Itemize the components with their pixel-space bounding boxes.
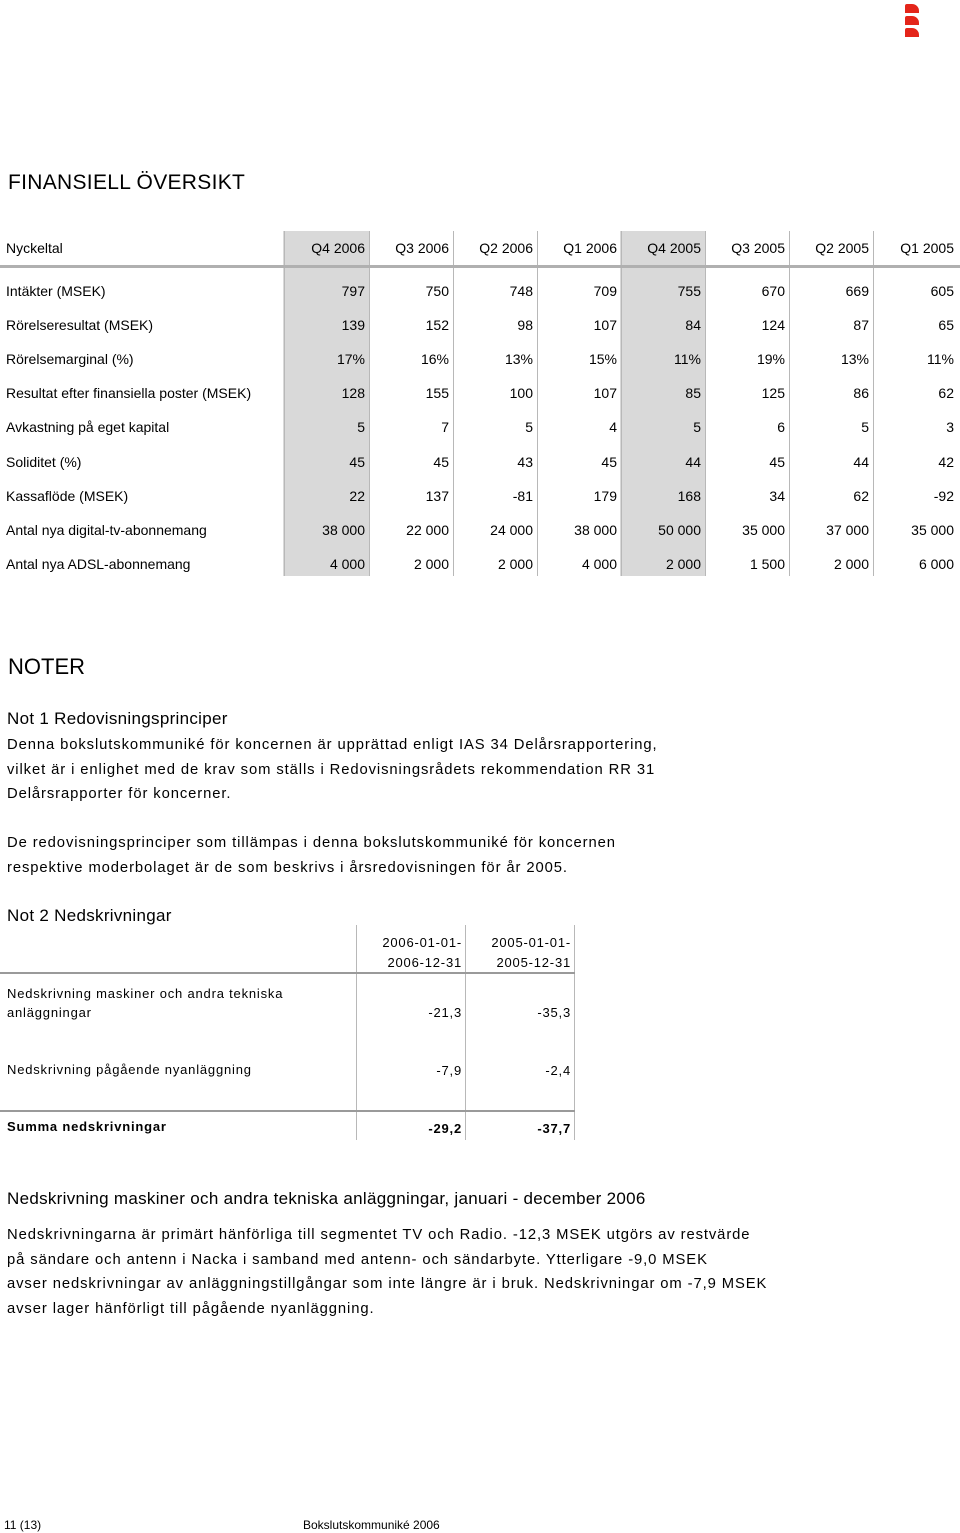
table-cell: 45 (433, 453, 449, 470)
company-logo (905, 4, 919, 38)
table-cell: 38 000 (322, 521, 365, 538)
table-cell: 38 000 (574, 521, 617, 538)
table-cell: 22 000 (406, 521, 449, 538)
table-cell: 5 (525, 419, 533, 436)
total-value: -37,7 (537, 1121, 571, 1136)
table-cell: 797 (341, 283, 365, 299)
table-cell: 6 (777, 419, 785, 436)
key-figures-table (0, 231, 960, 576)
row-label: Antal nya ADSL-abonnemang (6, 555, 191, 572)
table-cell: 755 (677, 283, 701, 299)
table-cell: 43 (517, 453, 533, 470)
table-cell: 128 (341, 385, 365, 402)
row-value: -35,3 (537, 1005, 571, 1020)
table-cell: 179 (593, 487, 617, 504)
column-header: Q3 2006 (395, 240, 449, 256)
total-label: Summa nedskrivningar (7, 1119, 167, 1134)
column-header: Q4 2005 (647, 240, 701, 256)
note1-paragraph-2: De redovisningsprinciper som tillämpas i denna bokslutskommuniké för koncernen respektive moderbolaget är de som beskrivs i årsredovisningen för år 2005. (7, 835, 616, 876)
column-header-2006: 2006-01-01- 2006-12-31 (382, 935, 462, 970)
column-header: Q2 2006 (479, 240, 533, 256)
row-label: Rörelsemarginal (%) (6, 351, 134, 368)
table-cell: 16% (420, 351, 449, 368)
row-label: Antal nya digital-tv-abonnemang (6, 521, 207, 538)
table-cell: 19% (756, 351, 785, 368)
row-label: Avkastning på eget kapital (6, 419, 170, 436)
row-value: -21,3 (428, 1005, 462, 1020)
row-label: Rörelseresultat (MSEK) (6, 317, 154, 334)
table-cell: 2 000 (497, 555, 533, 572)
table-cell: 605 (930, 283, 954, 299)
note2-detail-paragraph: Nedskrivningarna är primärt hänförliga till segmentet TV och Radio. -12,3 MSEK utgörs av restvärde på sändare och antenn i Nacka i samband med antenn- och sändarbyte. Ytterligare -9,0 MSEK avser nedskrivningar av anläggningstillgångar som inte längre är i bruk. Nedskrivningar om -7,9 MSEK avser lager hänförligt till pågående nyanläggning. (7, 1227, 768, 1317)
table-cell: 17% (336, 351, 365, 368)
table-cell: 5 (357, 419, 365, 436)
table-cell: 125 (761, 385, 785, 402)
table-cell: 2 000 (413, 555, 449, 572)
table-cell: 45 (769, 453, 785, 470)
column-header: Q3 2005 (731, 240, 785, 256)
table-cell: 35 000 (911, 521, 954, 538)
column-header: Q1 2006 (563, 240, 617, 256)
table-cell: 11% (927, 351, 954, 368)
table-cell: 11% (674, 351, 701, 368)
table-cell: 107 (593, 317, 617, 334)
table-cell: 5 (693, 419, 701, 436)
table-cell: 37 000 (826, 521, 869, 538)
table-cell: 2 000 (833, 555, 869, 572)
table-cell: 2 000 (665, 555, 701, 572)
table-cell: 85 (685, 385, 701, 402)
row-label: Intäkter (MSEK) (6, 283, 106, 299)
table-cell: 62 (853, 487, 869, 504)
table-cell: 100 (509, 385, 533, 402)
table-cell: 44 (853, 453, 869, 470)
table-cell: 5 (861, 419, 869, 436)
table-cell: 4 000 (581, 555, 617, 572)
table-cell: 670 (761, 283, 785, 299)
table-cell: 3 (946, 419, 954, 436)
table-header-label: Nyckeltal (6, 240, 63, 256)
table-cell: 124 (761, 317, 785, 334)
row-label: Resultat efter finansiella poster (MSEK) (6, 385, 252, 402)
document-name: Bokslutskommuniké 2006 (303, 1518, 440, 1532)
table-cell: 44 (685, 453, 701, 470)
page-number: 11 (13) (4, 1518, 42, 1532)
row-label: Soliditet (%) (6, 453, 82, 470)
table-cell: 24 000 (490, 521, 533, 538)
table-cell: 42 (938, 453, 954, 470)
column-header: Q1 2005 (900, 240, 954, 256)
row-label-machinery: Nedskrivning maskiner och andra tekniska anläggningar (7, 986, 284, 1020)
impairment-table (0, 925, 580, 1140)
table-cell: 62 (938, 385, 954, 402)
table-cell: -92 (933, 487, 954, 504)
table-cell: 4 (609, 419, 617, 436)
table-cell: 6 000 (918, 555, 954, 572)
table-cell: 669 (845, 283, 869, 299)
table-cell: 137 (425, 487, 449, 504)
table-cell: 84 (685, 317, 701, 334)
table-cell: 34 (769, 487, 785, 504)
table-cell: 13% (840, 351, 869, 368)
total-value: -29,2 (428, 1121, 462, 1136)
table-cell: 4 000 (329, 555, 365, 572)
note1-heading: Not 1 Redovisningsprinciper (7, 709, 228, 728)
note1-paragraph-1: Denna bokslutskommuniké för koncernen är upprättad enligt IAS 34 Delårsrapportering, vilket är i enlighet med de krav som ställs i Redovisningsrådets rekommendation RR 31 Delårsrapporter för koncerner. (7, 737, 658, 802)
table-cell: 7 (441, 419, 449, 436)
table-cell: 50 000 (658, 521, 701, 538)
table-cell: 98 (517, 317, 533, 334)
table-cell: 87 (853, 317, 869, 334)
section-title: FINANSIELL ÖVERSIKT (8, 171, 246, 194)
table-cell: 168 (677, 487, 701, 504)
notes-title: NOTER (8, 654, 85, 679)
table-cell: 65 (938, 317, 954, 334)
table-cell: 1 500 (749, 555, 785, 572)
table-cell: 86 (853, 385, 869, 402)
row-label-construction: Nedskrivning pågående nyanläggning (7, 1062, 252, 1077)
table-cell: 35 000 (742, 521, 785, 538)
table-cell: 155 (425, 385, 449, 402)
table-cell: 709 (593, 283, 617, 299)
row-label: Kassaflöde (MSEK) (6, 487, 129, 504)
table-cell: 107 (593, 385, 617, 402)
table-cell: 45 (349, 453, 365, 470)
row-value: -7,9 (436, 1063, 462, 1078)
table-cell: 13% (504, 351, 533, 368)
column-header-2005: 2005-01-01- 2005-12-31 (491, 935, 571, 970)
table-cell: 45 (601, 453, 617, 470)
table-cell: 748 (509, 283, 533, 299)
note2-detail-heading: Nedskrivning maskiner och andra tekniska anläggningar, januari - december 2006 (7, 1189, 646, 1208)
table-cell: 22 (349, 487, 365, 504)
table-cell: 750 (425, 283, 449, 299)
table-cell: -81 (512, 487, 533, 504)
column-header: Q4 2006 (311, 240, 365, 256)
column-header: Q2 2005 (815, 240, 869, 256)
row-value: -2,4 (545, 1063, 571, 1078)
table-cell: 15% (588, 351, 617, 368)
table-cell: 152 (425, 317, 449, 334)
note2-heading: Not 2 Nedskrivningar (7, 906, 172, 925)
table-cell: 139 (341, 317, 365, 334)
